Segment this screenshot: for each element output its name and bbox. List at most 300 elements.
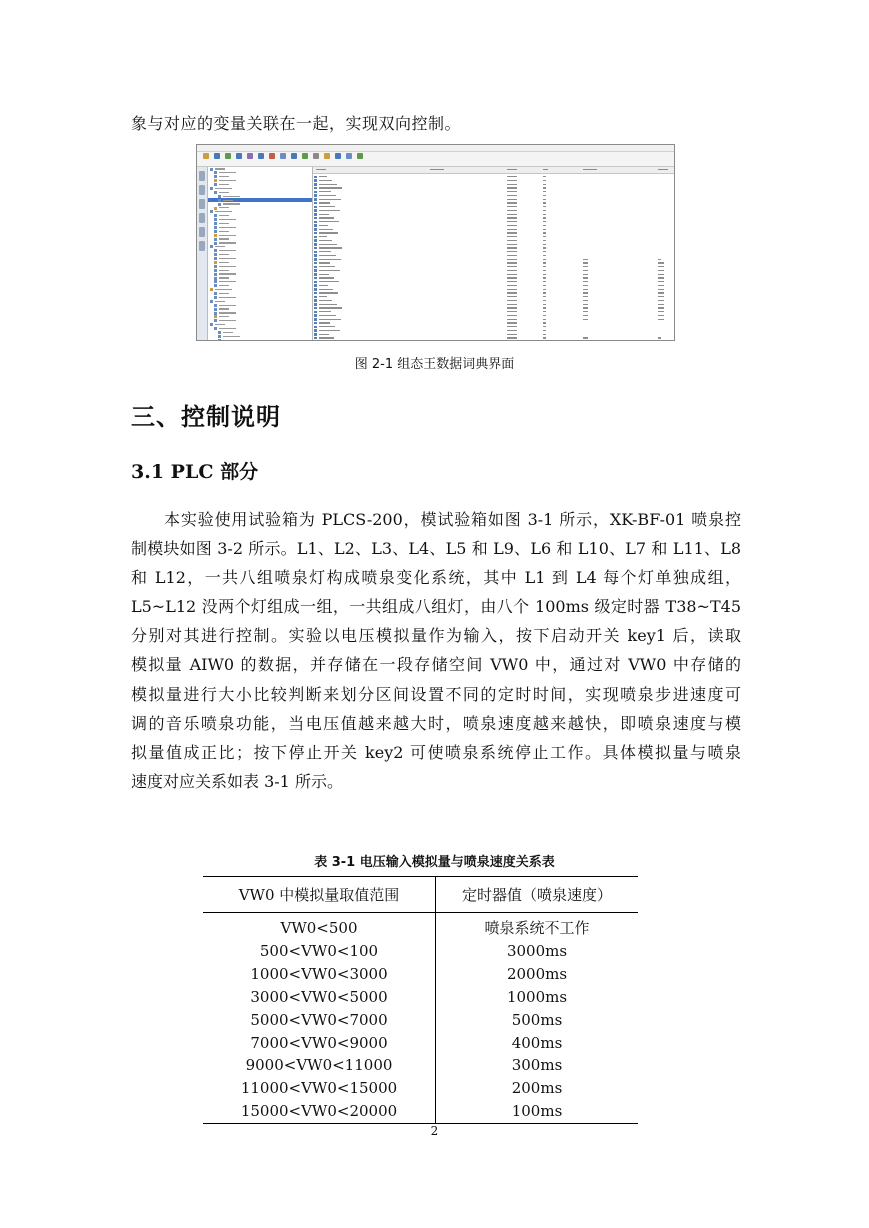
tree-node-label	[223, 340, 233, 341]
figure-table-cell	[658, 259, 661, 260]
figure-table-cell	[319, 300, 332, 301]
tree-node-label	[219, 223, 229, 224]
tree-node-label	[219, 180, 236, 181]
figure-table-cell	[543, 202, 546, 203]
figure-table-cell	[543, 206, 546, 207]
side-tab-icon	[199, 213, 205, 223]
figure-table-cell	[658, 311, 664, 312]
figure-table-cell	[507, 315, 517, 316]
table-row	[203, 1009, 638, 1032]
variable-row-icon	[314, 266, 317, 269]
figure-table-cell	[507, 225, 517, 226]
figure-table-cell	[319, 296, 327, 297]
figure-table-cell	[507, 232, 517, 233]
figure-table-cell	[583, 262, 588, 263]
figure-table-cell	[319, 221, 339, 222]
figure-table-cell	[583, 289, 588, 290]
intro-line: 象与对应的变量关联在一起，实现双向控制。	[131, 114, 462, 133]
variable-row-icon	[314, 191, 317, 194]
table-row	[203, 1032, 638, 1055]
paragraph-line: 模拟量进行大小比较判断来划分区间设置不同的定时时间，实现喷泉步进速度可	[131, 684, 741, 704]
figure-table-cell	[507, 307, 517, 308]
tree-node-label	[223, 200, 233, 201]
figure-table-cell	[583, 270, 588, 271]
variable-row-icon	[314, 221, 317, 224]
paragraph-line: 拟量值成正比；按下停止开关 key2 可使喷泉系统停止工作。具体模拟量与喷泉	[131, 742, 741, 762]
figure-table-cell	[658, 304, 664, 305]
toolbar-glyph-icon	[324, 153, 330, 159]
figure-toolbar-button	[245, 153, 255, 165]
variable-row-icon	[314, 183, 317, 186]
table-cell: 200ms	[511, 1079, 563, 1098]
figure-table-cell	[658, 292, 664, 293]
toolbar-glyph-icon	[302, 153, 308, 159]
figure-table-cell	[319, 187, 342, 188]
figure-table-cell	[543, 210, 546, 211]
tree-node-label	[215, 211, 232, 212]
figure-table-cell	[319, 285, 328, 286]
table-cell: 500ms	[511, 1010, 563, 1029]
figure-table-cell	[543, 187, 546, 188]
figure-table-cell	[658, 277, 664, 278]
figure-table-cell	[319, 202, 330, 203]
figure-table-cell	[583, 337, 588, 338]
variable-row-icon	[314, 281, 317, 284]
figure-table-cell	[658, 274, 664, 275]
variable-row-icon	[314, 251, 317, 254]
variable-row-icon	[314, 176, 317, 179]
figure-caption: 图 2-1 组态王数据词典界面	[354, 357, 515, 372]
table-row	[203, 940, 638, 963]
figure-table-cell	[507, 221, 517, 222]
toolbar-glyph-icon	[280, 153, 286, 159]
figure-table-cell	[583, 307, 588, 308]
figure-table-cell	[319, 176, 327, 177]
figure-table-cell	[543, 262, 546, 263]
toolbar-glyph-icon	[291, 153, 297, 159]
variable-row-icon	[314, 326, 317, 329]
table-cell: 7000<VW0<9000	[203, 1032, 436, 1055]
figure-table-cell	[507, 244, 517, 245]
figure-table-cell	[319, 289, 333, 290]
figure-toolbar-button	[223, 153, 233, 165]
figure-table-cell	[507, 206, 517, 207]
table-cell: 9000<VW0<11000	[203, 1054, 436, 1077]
figure-table-cell	[507, 270, 517, 271]
figure-toolbar-button	[300, 153, 310, 165]
figure-table-cell	[543, 304, 546, 305]
table-cell: 5000<VW0<7000	[203, 1009, 436, 1032]
figure-table-cell	[658, 307, 664, 308]
tree-node-label	[219, 242, 236, 243]
figure-table-cell	[507, 326, 517, 327]
figure-table-cell	[543, 285, 546, 286]
table-cell: 300ms	[511, 1056, 563, 1075]
figure-table-cell	[583, 285, 588, 286]
variable-row-icon	[314, 187, 317, 190]
tree-node-label	[215, 289, 232, 290]
figure-table-cell	[658, 281, 664, 282]
side-tab-icon	[199, 185, 205, 195]
tree-node-label	[219, 266, 236, 267]
variable-row-icon	[314, 303, 317, 306]
figure-table-cell	[319, 311, 331, 312]
variable-row-icon	[314, 232, 317, 235]
figure-table-cell	[507, 292, 517, 293]
figure-table-cell	[319, 266, 335, 267]
screenshot-figure	[196, 144, 675, 341]
figure-table-cell	[658, 319, 664, 320]
variable-row-icon	[314, 314, 317, 317]
figure-table-cell	[319, 229, 333, 230]
variable-row-icon	[314, 269, 317, 272]
figure-table-cell	[543, 195, 546, 196]
variable-row-icon	[314, 258, 317, 261]
table-header-row	[203, 877, 638, 913]
tree-node-label	[219, 215, 229, 216]
figure-table-cell	[583, 281, 588, 282]
figure-table-cell	[583, 315, 588, 316]
paragraph-line: 调的音乐喷泉功能，当电压值越来越大时，喷泉速度越来越快，即喷泉速度与模	[131, 713, 741, 733]
figure-table-cell	[319, 251, 331, 252]
figure-table-cell	[543, 244, 546, 245]
tree-node-label	[219, 192, 229, 193]
figure-table-cell	[583, 296, 588, 297]
tree-node-icon	[218, 339, 221, 341]
figure-table-cell	[583, 274, 588, 275]
page-number: 2	[430, 1124, 439, 1138]
figure-table-cell	[658, 337, 661, 338]
figure-toolbar-button	[278, 153, 288, 165]
table-cell: VW0<500	[203, 913, 436, 940]
paragraph-line: 速度对应关系如表 3-1 所示。	[131, 771, 343, 791]
figure-table-cell	[543, 274, 546, 275]
figure-table-cell	[319, 270, 340, 271]
figure-table-cell	[507, 184, 517, 185]
tree-node-label	[223, 336, 240, 337]
subsection-number: 3.1 PLC	[131, 461, 214, 483]
tree-node-label	[219, 293, 229, 294]
figure-table-cell	[543, 311, 546, 312]
tree-node-label	[219, 235, 236, 236]
figure-table-cell	[507, 281, 517, 282]
figure-table-cell	[507, 337, 517, 338]
variable-row-icon	[314, 206, 317, 209]
figure-side-panel	[197, 167, 208, 340]
figure-table-cell	[543, 319, 546, 320]
figure-table-cell	[319, 232, 338, 233]
figure-table-cell	[583, 304, 588, 305]
figure-table-cell	[319, 315, 336, 316]
figure-table-cell	[319, 255, 336, 256]
figure-table-cell	[543, 229, 546, 230]
figure-table-cell	[543, 221, 546, 222]
figure-table-cell	[507, 191, 517, 192]
figure-table-cell	[543, 176, 546, 177]
variable-row-icon	[314, 318, 317, 321]
figure-table-cell	[507, 229, 517, 230]
figure-table-cell	[543, 191, 546, 192]
figure-table-cell	[543, 259, 546, 260]
figure-table-cell	[507, 304, 517, 305]
variable-row-icon	[314, 236, 317, 239]
figure-tree-panel	[208, 167, 313, 340]
figure-table-cell	[319, 319, 341, 320]
figure-table-cell	[507, 180, 517, 181]
table-header-cell: VW0 中模拟量取值范围	[203, 877, 436, 913]
figure-table-cell	[543, 217, 546, 218]
variable-row-icon	[314, 322, 317, 325]
figure-table-cell	[319, 322, 330, 323]
table-row	[203, 1100, 638, 1123]
tree-node-label	[219, 258, 236, 259]
figure-table-cell	[543, 296, 546, 297]
toolbar-glyph-icon	[214, 153, 220, 159]
table-cell: 500<VW0<100	[203, 940, 436, 963]
figure-table-cell	[319, 214, 329, 215]
figure-table-cell	[543, 281, 546, 282]
variable-row-icon	[314, 254, 317, 257]
figure-table-cell	[507, 322, 517, 323]
tree-node-label	[215, 188, 232, 189]
figure-table-cell	[543, 270, 546, 271]
figure-table-cell	[543, 214, 546, 215]
figure-table-cell	[583, 259, 588, 260]
figure-table-cell	[507, 255, 517, 256]
variable-row-icon	[314, 217, 317, 220]
tree-node-label	[219, 312, 236, 313]
figure-table-header	[313, 167, 674, 174]
figure-table-cell	[319, 191, 331, 192]
figure-table-cell	[507, 176, 517, 177]
figure-table-cell	[543, 300, 546, 301]
figure-table-cell	[583, 266, 588, 267]
table-cell: 11000<VW0<15000	[203, 1077, 436, 1100]
figure-toolbar-button	[344, 153, 354, 165]
paragraph-line: 和 L12，一共八组喷泉灯构成喷泉变化系统，其中 L1 到 L4 每个灯单独成组，	[131, 568, 741, 588]
figure-table-cell	[319, 217, 334, 218]
figure-menubar	[197, 145, 674, 152]
figure-toolbar	[197, 152, 674, 167]
variable-row-icon	[314, 179, 317, 182]
figure-table-cell	[319, 281, 339, 282]
table-row	[203, 1054, 638, 1077]
figure-table-cell	[658, 262, 664, 263]
variable-row-icon	[314, 329, 317, 332]
tree-node-label	[219, 262, 229, 263]
table-cell: 100ms	[436, 1100, 639, 1123]
figure-table-cell	[507, 296, 517, 297]
table-row	[203, 1077, 638, 1100]
figure-toolbar-button	[267, 153, 277, 165]
figure-table-cell	[658, 266, 664, 267]
tree-node-label	[219, 285, 229, 286]
side-tab-icon	[199, 171, 205, 181]
variable-row-icon	[314, 213, 317, 216]
variable-row-icon	[314, 292, 317, 295]
figure-table-cell	[583, 292, 588, 293]
tree-node-label	[223, 196, 240, 197]
figure-toolbar-button	[256, 153, 266, 165]
tree-node-label	[219, 238, 229, 239]
table-cell: 3000ms	[506, 941, 568, 960]
variable-row-icon	[314, 262, 317, 265]
figure-table-cell	[507, 330, 517, 331]
variable-row-icon	[314, 337, 317, 340]
figure-table-cell	[319, 277, 334, 278]
variable-row-icon	[314, 198, 317, 201]
side-tab-icon	[199, 241, 205, 251]
figure-table-cell	[658, 296, 664, 297]
figure-table-cell	[543, 292, 546, 293]
variable-row-icon	[314, 224, 317, 227]
table-cell: 400ms	[511, 1033, 563, 1052]
figure-table-cell	[319, 199, 341, 200]
figure-table-cell	[319, 326, 335, 327]
figure-table-cell	[658, 289, 664, 290]
figure-table-cell	[543, 184, 546, 185]
variable-row-icon	[314, 288, 317, 291]
paragraph-line: 模拟量 AIW0 的数据，并存储在一段存储空间 VW0 中，通过对 VW0 中存储的	[131, 655, 741, 675]
tree-node-label	[215, 301, 225, 302]
figure-table-cell	[319, 225, 328, 226]
tree-node-label	[223, 332, 233, 333]
figure-table-cell	[319, 334, 329, 335]
tree-node-label	[223, 203, 240, 204]
figure-table-cell	[319, 236, 327, 237]
figure-table-cell	[658, 300, 664, 301]
figure-toolbar-button	[212, 153, 222, 165]
tree-node-label	[219, 254, 229, 255]
figure-table-cell	[507, 319, 517, 320]
table-cell: 1000ms	[506, 987, 568, 1006]
figure-table-cell	[319, 184, 337, 185]
variable-row-icon	[314, 311, 317, 314]
tree-node-label	[215, 168, 225, 169]
figure-table-cell	[507, 214, 517, 215]
figure-table-cell	[543, 255, 546, 256]
paragraph-line: L5~L12 没两个灯组成一组，一共组成八组灯，由八个 100ms 级定时器 T38~T45	[131, 597, 741, 617]
variable-row-icon	[314, 209, 317, 212]
figure-table-row	[313, 336, 674, 340]
subsection-title: 部分	[220, 461, 259, 483]
figure-table-cell	[543, 236, 546, 237]
tree-node-label	[219, 172, 236, 173]
figure-table-cell	[507, 262, 517, 263]
figure-table-cell	[507, 202, 517, 203]
toolbar-glyph-icon	[346, 153, 352, 159]
variable-row-icon	[314, 307, 317, 310]
tree-node-label	[219, 176, 229, 177]
tree-node-label	[219, 316, 229, 317]
figure-table-cell	[507, 195, 517, 196]
tree-node-label	[215, 246, 225, 247]
figure-table-cell	[543, 251, 546, 252]
toolbar-glyph-icon	[313, 153, 319, 159]
tree-node-label	[219, 328, 236, 329]
variable-row-icon	[314, 277, 317, 280]
figure-toolbar-button	[201, 153, 211, 165]
figure-table-cell	[543, 240, 546, 241]
figure-table-cell	[543, 277, 546, 278]
table-cell: 1000<VW0<3000	[203, 963, 436, 986]
table-row	[203, 963, 638, 986]
table-row	[203, 913, 638, 940]
figure-table-cell	[507, 259, 517, 260]
figure-table-cell	[507, 274, 517, 275]
figure-table-cell	[658, 270, 664, 271]
variable-row-icon	[314, 202, 317, 205]
figure-table-cell	[507, 251, 517, 252]
figure-table-cell	[319, 259, 341, 260]
figure-table-cell	[543, 322, 546, 323]
toolbar-glyph-icon	[258, 153, 264, 159]
tree-node-label	[219, 320, 236, 321]
table-header-cell: 定时器值（喷泉速度）	[436, 877, 639, 913]
figure-table-cell	[507, 187, 517, 188]
figure-table-cell	[507, 266, 517, 267]
tree-node-label	[219, 277, 229, 278]
tree-node-label	[219, 273, 236, 274]
tree-node-label	[219, 227, 236, 228]
figure-table-cell	[543, 330, 546, 331]
figure-table-cell	[507, 240, 517, 241]
figure-table-cell	[507, 277, 517, 278]
variable-row-icon	[314, 228, 317, 231]
figure-toolbar-button	[355, 153, 365, 165]
subsection-heading	[131, 457, 258, 484]
toolbar-glyph-icon	[247, 153, 253, 159]
figure-table-cell	[507, 300, 517, 301]
figure-table-cell	[319, 240, 332, 241]
figure-table-cell	[319, 244, 337, 245]
table-row	[203, 986, 638, 1009]
tree-node-label	[219, 270, 229, 271]
tree-node-label	[219, 281, 236, 282]
figure-table-cell	[507, 285, 517, 286]
figure-table-cell	[543, 334, 546, 335]
figure-toolbar-button	[333, 153, 343, 165]
table-cell: 2000ms	[506, 964, 568, 983]
figure-table-cell	[543, 199, 546, 200]
table-caption: 表 3-1 电压输入模拟量与喷泉速度关系表	[314, 855, 555, 870]
figure-table-cell	[543, 232, 546, 233]
variable-row-icon	[314, 296, 317, 299]
figure-table-cell	[319, 304, 337, 305]
figure-toolbar-button	[234, 153, 244, 165]
toolbar-glyph-icon	[225, 153, 231, 159]
toolbar-glyph-icon	[269, 153, 275, 159]
variable-row-icon	[314, 284, 317, 287]
figure-table-cell	[319, 262, 330, 263]
figure-table-cell	[543, 180, 546, 181]
figure-table-cell	[319, 206, 335, 207]
figure-table-cell	[507, 236, 517, 237]
tree-node-label	[219, 231, 229, 232]
side-tab-icon	[199, 227, 205, 237]
tree-node-label	[219, 308, 229, 309]
tree-node-label	[215, 324, 225, 325]
figure-table-cell	[583, 311, 588, 312]
table-cell: 喷泉系统不工作	[484, 919, 590, 937]
figure-table-cell	[583, 319, 588, 320]
figure-table-cell	[583, 300, 588, 301]
tree-node-label	[219, 207, 229, 208]
body-paragraph	[131, 505, 741, 796]
paragraph-line: 分别对其进行控制。实验以电压模拟量作为输入，按下启动开关 key1 后，读取	[131, 626, 741, 646]
figure-table-cell	[543, 315, 546, 316]
figure-table-cell	[319, 247, 342, 248]
